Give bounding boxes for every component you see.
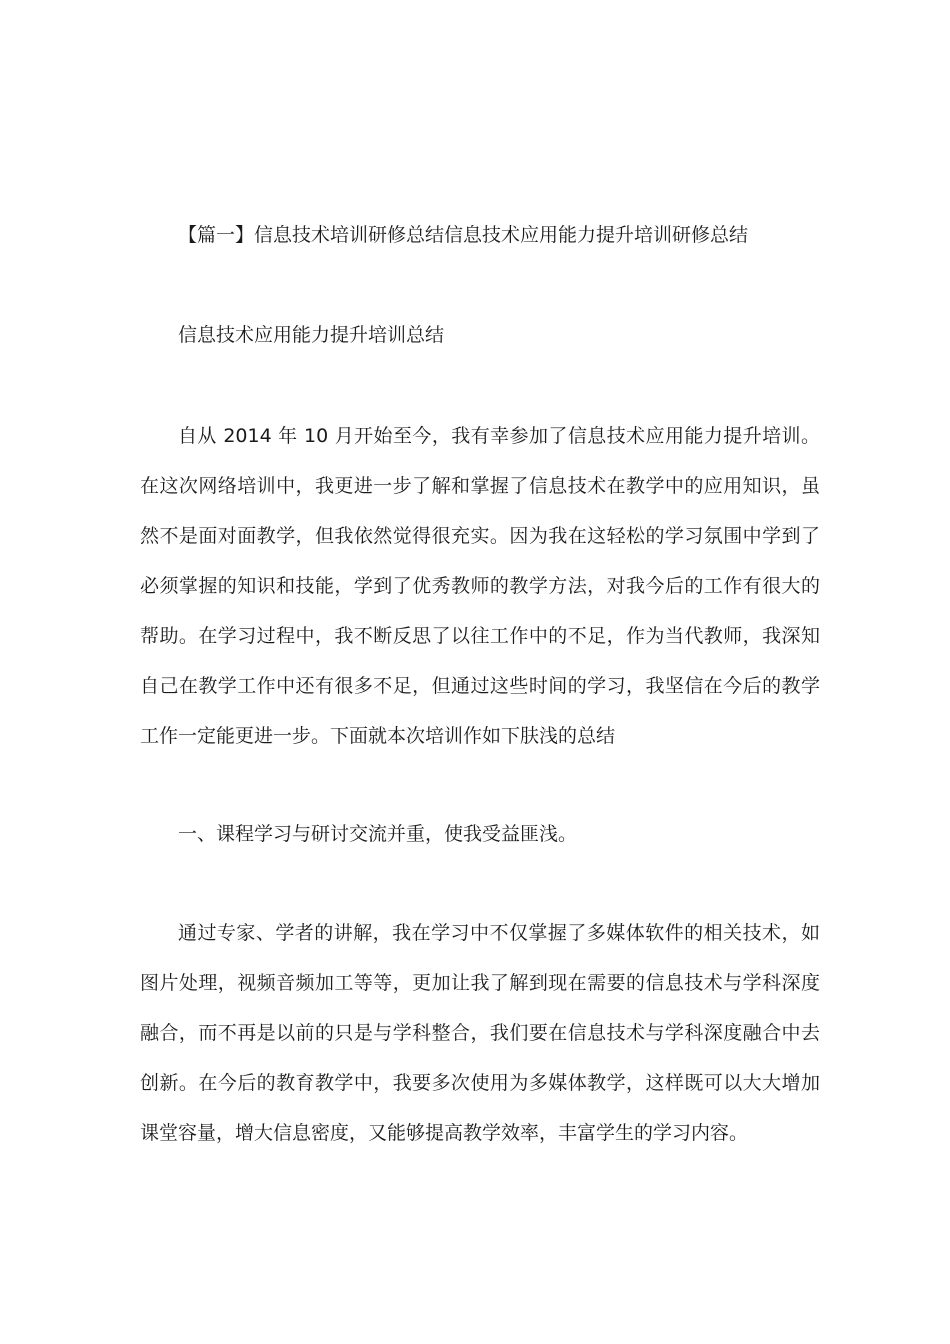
document-title: 【篇一】信息技术培训研修总结信息技术应用能力提升培训研修总结 bbox=[178, 224, 749, 246]
body-paragraph: 通过专家、学者的讲解，我在学习中不仅掌握了多媒体软件的相关技术，如图片处理，视频音频加工等等，更加让我了解到现在需要的信息技术与学科深度融合，而不再是以前的只是与学科整合，我们要在信息技术与学科深度融合中去创新。在今后的教育教学中，我要多次使用为多媒体教学，这样既可以大大增加课堂容量，增大信息密度，又能够提高教学效率，丰富学生的学习内容。 bbox=[140, 922, 820, 1144]
body-paragraph: 自从 2014 年 10 月开始至今，我有幸参加了信息技术应用能力提升培训。在这次网络培训中，我更进一步了解和掌握了信息技术在教学中的应用知识，虽然不是面对面教学，但我依然觉得很充实。因为我在这轻松的学习氛围中学到了必须掌握的知识和技能，学到了优秀教师的教学方法，对我今后的工作有很大的帮助。在学习过程中，我不断反思了以往工作中的不足，作为当代教师，我深知自己在教学工作中还有很多不足，但通过这些时间的学习，我坚信在今后的教学工作一定能更进一步。下面就本次培训作如下肤浅的总结 bbox=[140, 425, 820, 747]
section-heading: 一、课程学习与研讨交流并重，使我受益匪浅。 bbox=[178, 823, 578, 845]
document-subtitle: 信息技术应用能力提升培训总结 bbox=[178, 324, 445, 346]
